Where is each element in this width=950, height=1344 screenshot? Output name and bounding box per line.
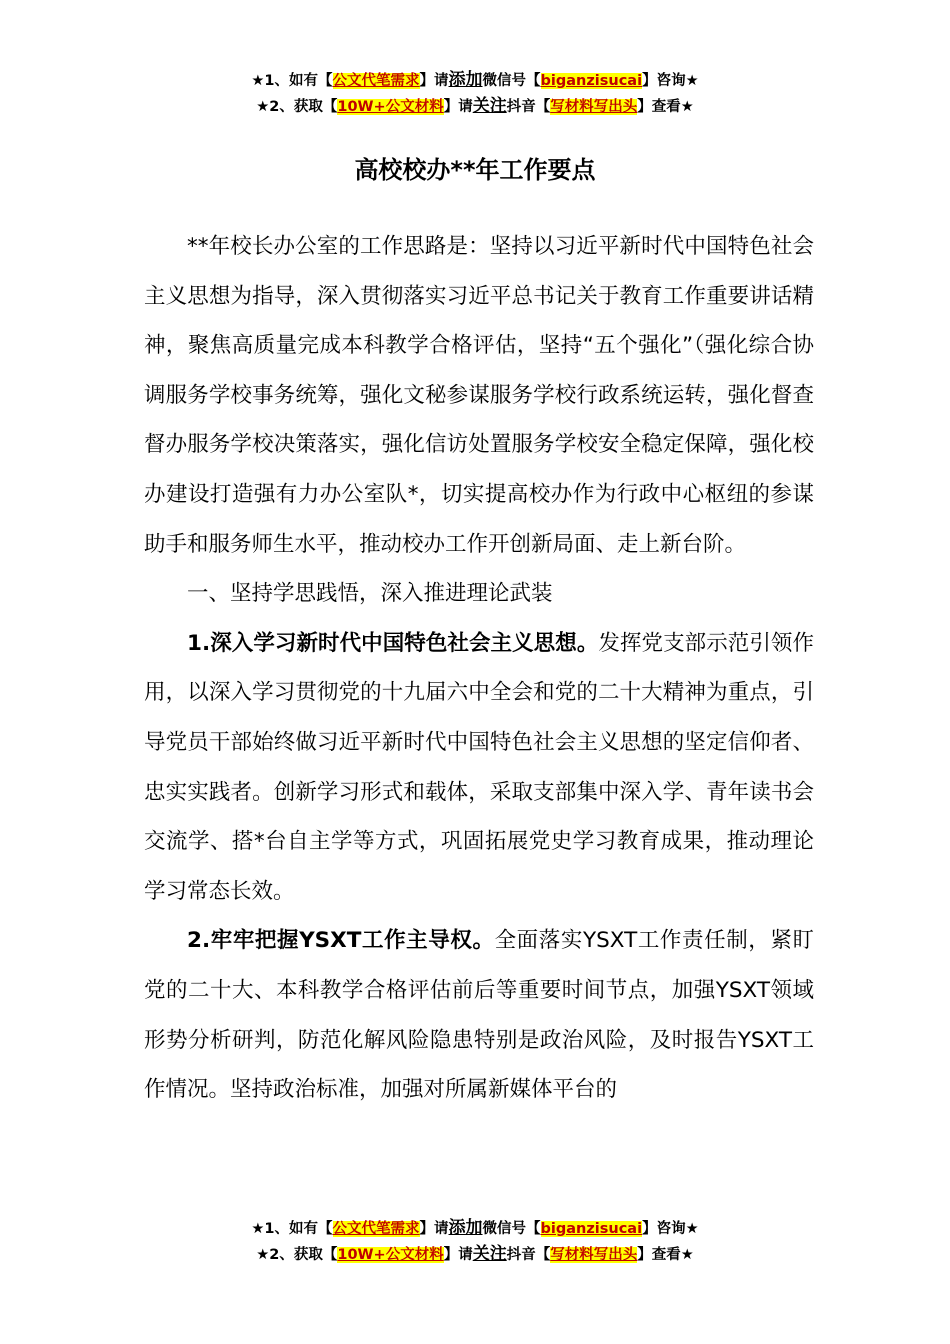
banner-text: 抖音【 (506, 99, 551, 115)
banner-line-1 (0, 1216, 950, 1242)
banner-emphasis: 添加 (448, 1218, 483, 1238)
banner-highlight: 写材料写出头 (550, 1247, 638, 1263)
banner-emphasis: 关注 (472, 96, 507, 116)
banner-text: ★1、如有【 (251, 1221, 333, 1237)
section-heading: 一、坚持学思践悟，深入推进理论武装 (187, 581, 553, 607)
banner-emphasis: 添加 (448, 70, 483, 90)
banner-text: 】请 (443, 1247, 473, 1263)
item-heading: 2.牢牢把握YSXT工作主导权。 (187, 928, 495, 954)
bottom-banner (0, 1216, 950, 1268)
banner-text: 抖音【 (506, 1247, 551, 1263)
banner-text: 】查看★ (637, 99, 694, 115)
banner-text: 微信号【 (482, 1221, 541, 1237)
banner-highlight: biganzisucai (540, 73, 643, 89)
document-body (144, 222, 814, 1115)
banner-text: 】请 (443, 99, 473, 115)
item-heading: 1.深入学习新时代中国特色社会主义思想。 (187, 630, 599, 656)
item-body: 全面落实YSXT工作责任制，紧盯党的二十大、本科教学合格评估前后等重要时间节点，加强YSXT领域形势分析研判，防范化解风险隐患特别是政治风险，及时报告YSXT工作情况。坚持政治标准，加强对所属新媒体平台的 (144, 928, 814, 1103)
banner-highlight: 写材料写出头 (550, 99, 638, 115)
banner-text: 】咨询★ (642, 73, 699, 89)
intro-paragraph: **年校长办公室的工作思路是：坚持以习近平新时代中国特色社会主义思想为指导，深入贯彻落实习近平总书记关于教育工作重要讲话精神，聚焦高质量完成本科教学合格评估，坚持“五个强化”（强化综合协调服务学校事务统筹，强化文秘参谋服务学校行政系统运转，强化督查督办服务学校决策落实，强化信访处置服务学校安全稳定保障，强化校办建设打造强有力办公室队*，切实提高校办作为行政中心枢纽的参谋助手和服务师生水平，推动校办工作开创新局面、走上新台阶。 (144, 234, 814, 557)
banner-highlight: 公文代笔需求 (332, 73, 420, 89)
banner-text: ★2、获取【 (256, 99, 338, 115)
top-banner (0, 68, 950, 120)
banner-text: ★2、获取【 (256, 1247, 338, 1263)
item-body: 发挥党支部示范引领作用，以深入学习贯彻党的十九届六中全会和党的二十大精神为重点，引导党员干部始终做习近平新时代中国特色社会主义思想的坚定信仰者、忠实实践者。创新学习形式和载体，采取支部集中深入学、青年读书会交流学、搭*台自主学等方式，巩固拓展党史学习教育成果，推动理论学习常态长效。 (144, 630, 814, 904)
banner-text: 】查看★ (637, 1247, 694, 1263)
banner-text: 微信号【 (482, 73, 541, 89)
banner-line-2 (0, 1242, 950, 1268)
banner-highlight: 10W+公文材料 (337, 1247, 444, 1263)
item-paragraph-1 (144, 619, 814, 917)
banner-emphasis: 关注 (472, 1244, 507, 1264)
banner-line-1 (0, 68, 950, 94)
banner-text: 】咨询★ (642, 1221, 699, 1237)
banner-text: 】请 (419, 1221, 449, 1237)
document-title: 高校校办**年工作要点 (354, 156, 596, 184)
banner-text: ★1、如有【 (251, 73, 333, 89)
banner-highlight: 公文代笔需求 (332, 1221, 420, 1237)
banner-highlight: 10W+公文材料 (337, 99, 444, 115)
item-paragraph-2 (144, 916, 814, 1114)
banner-line-2 (0, 94, 950, 120)
banner-highlight: biganzisucai (540, 1221, 643, 1237)
banner-text: 】请 (419, 73, 449, 89)
